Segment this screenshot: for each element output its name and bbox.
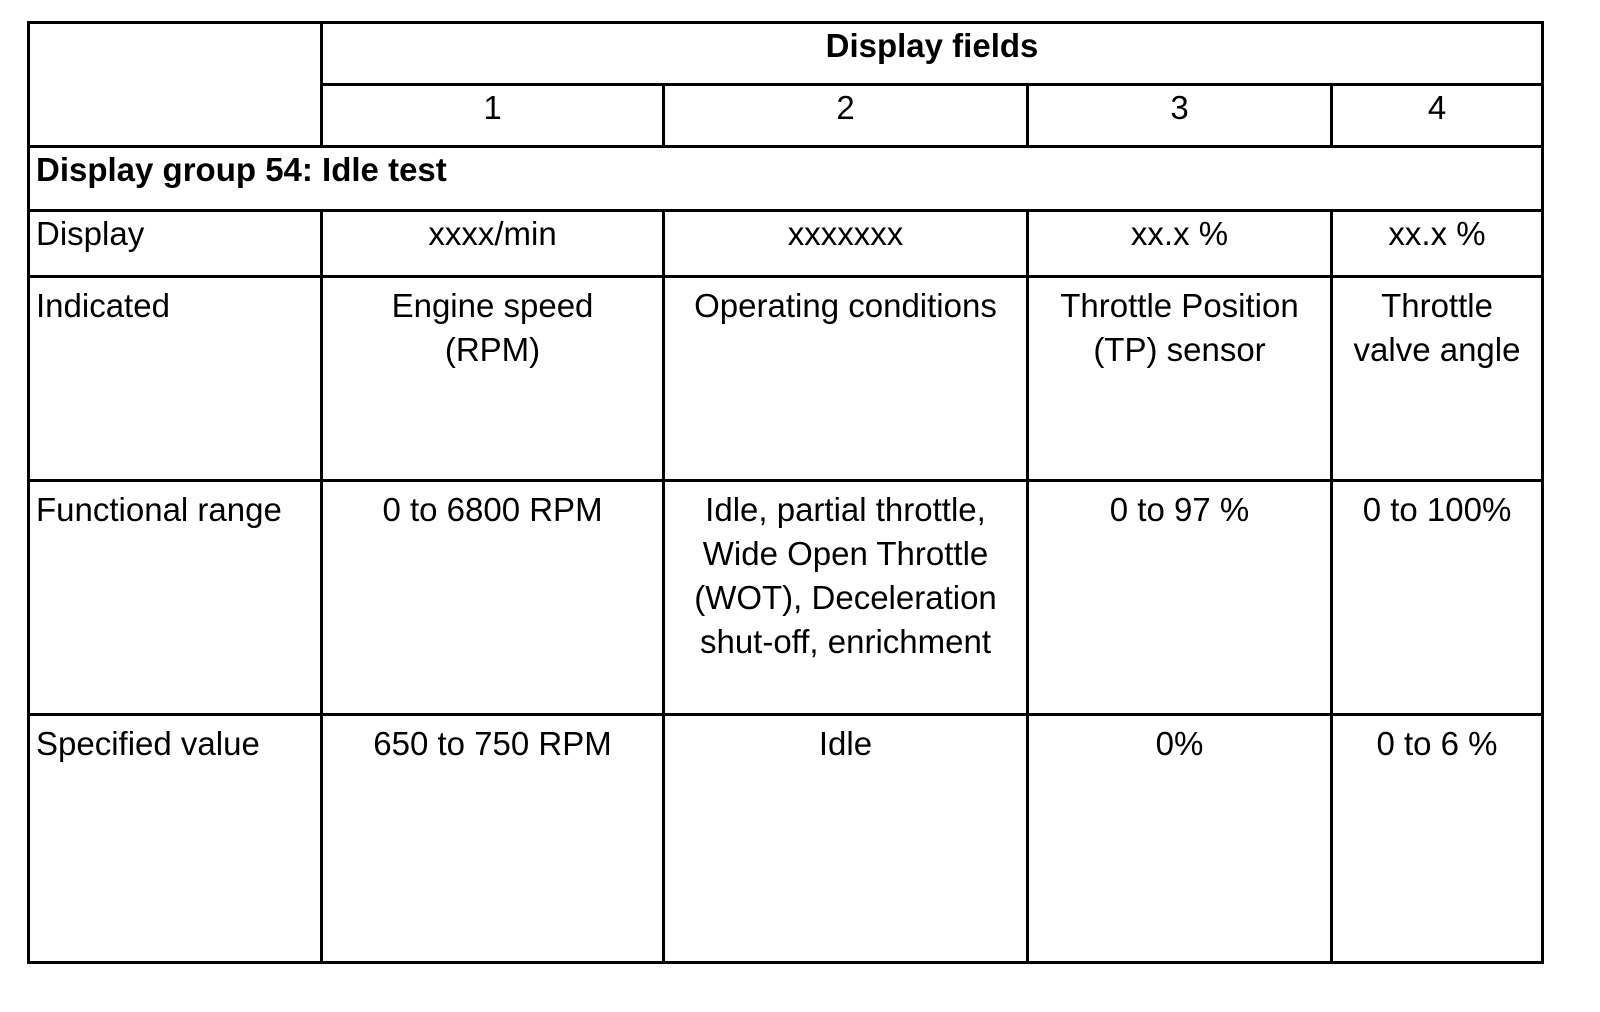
specified-value-2: Idle	[818, 725, 873, 762]
table-row	[29, 211, 1543, 277]
row-label-functional-range	[29, 481, 322, 715]
range-cell-4	[1332, 481, 1543, 715]
indicated-value-3: Throttle Position (TP) sensor	[1060, 287, 1299, 368]
range-value-4: 0 to 100%	[1362, 491, 1512, 528]
range-cell-3	[1028, 481, 1332, 715]
field-number-4: 4	[1332, 85, 1543, 147]
table-row	[29, 715, 1543, 963]
row-label-indicated	[29, 277, 322, 481]
display-group-title: Display group 54: Idle test	[29, 147, 1543, 211]
field-number-2: 2	[664, 85, 1028, 147]
row-label-functional-range-text: Functional range	[36, 491, 282, 528]
corner-cell	[29, 23, 322, 147]
display-value-4: xx.x %	[1332, 211, 1543, 277]
specified-value-4: 0 to 6 %	[1376, 725, 1498, 762]
range-cell-1	[322, 481, 664, 715]
range-value-1: 0 to 6800 RPM	[382, 491, 603, 528]
display-fields-header: Display fields	[322, 23, 1543, 85]
display-group-table	[27, 21, 1544, 964]
row-label-indicated-text: Indicated	[36, 287, 170, 324]
field-number-1: 1	[322, 85, 664, 147]
indicated-cell-4	[1332, 277, 1543, 481]
row-label-specified-value	[29, 715, 322, 963]
table-row	[29, 481, 1543, 715]
display-value-1: xxxx/min	[322, 211, 664, 277]
display-value-2: xxxxxxx	[664, 211, 1028, 277]
display-group-row	[29, 147, 1543, 211]
range-value-2: Idle, partial throttle, Wide Open Throttle (WOT), Deceleration shut-off, enrichment	[694, 491, 997, 660]
range-cell-2	[664, 481, 1028, 715]
specified-value-3: 0%	[1155, 725, 1204, 762]
row-label-display: Display	[29, 211, 322, 277]
indicated-cell-1	[322, 277, 664, 481]
specified-cell-3	[1028, 715, 1332, 963]
indicated-value-4: Throttle valve angle	[1353, 287, 1521, 368]
specified-cell-4	[1332, 715, 1543, 963]
range-value-3: 0 to 97 %	[1109, 491, 1250, 528]
specified-value-1: 650 to 750 RPM	[373, 725, 612, 762]
indicated-cell-3	[1028, 277, 1332, 481]
indicated-value-2: Operating conditions	[694, 287, 997, 324]
row-label-specified-value-text: Specified value	[36, 725, 260, 762]
field-number-3: 3	[1028, 85, 1332, 147]
table-row	[29, 277, 1543, 481]
display-value-3: xx.x %	[1028, 211, 1332, 277]
specified-cell-2	[664, 715, 1028, 963]
table-header-row	[29, 23, 1543, 85]
indicated-cell-2	[664, 277, 1028, 481]
specified-cell-1	[322, 715, 664, 963]
indicated-value-1: Engine speed (RPM)	[391, 287, 594, 368]
